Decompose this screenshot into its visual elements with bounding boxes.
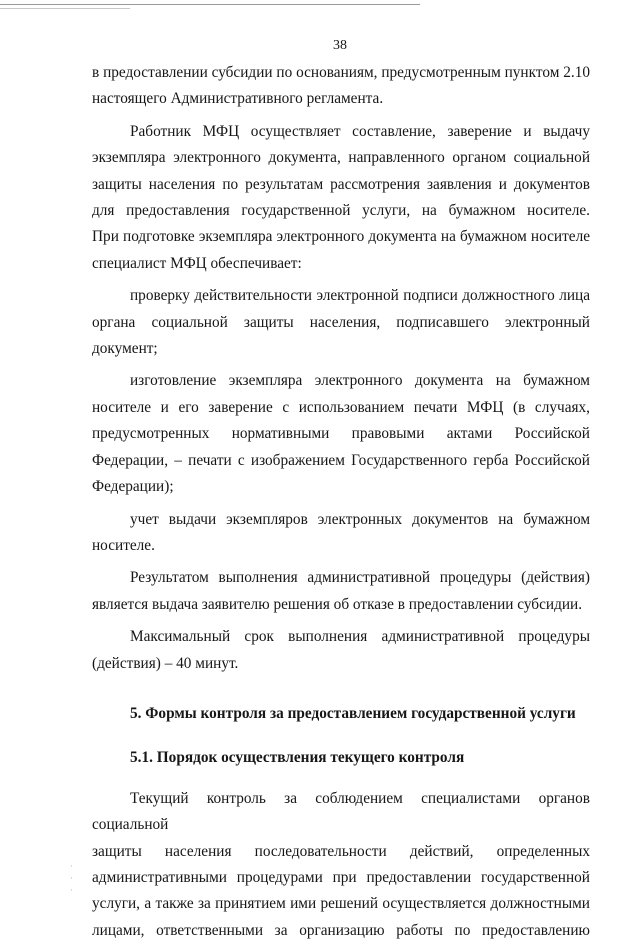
text-line: лицами, ответственными за организацию работы по предоставлению <box>92 921 590 939</box>
text-line: специалист МФЦ обеспечивает: <box>92 254 302 272</box>
paragraph <box>92 60 590 113</box>
text-line: проверку действительности электронной подписи должностного лица <box>130 287 590 305</box>
paragraph <box>92 368 590 500</box>
text-line: (действия) – 40 минут. <box>92 654 239 672</box>
text-line: защиты населения последовательности действий, определенных <box>92 842 590 860</box>
section-heading: 5. Формы контроля за предоставлением государственной услуги <box>130 704 576 722</box>
text-line: носителе. <box>92 536 155 554</box>
paragraph <box>92 624 590 677</box>
text-line: носителе и его заверение с использованием печати МФЦ (в случаях, <box>92 398 590 416</box>
text-line: в предоставлении субсидии по основаниям, предусмотренным пунктом 2.10 <box>92 64 590 81</box>
subsection-heading: 5.1. Порядок осуществления текущего контроля <box>130 749 465 767</box>
text-line: учет выдачи экземпляров электронных документов на бумажном <box>130 510 590 528</box>
paragraph <box>92 119 590 277</box>
text-line: экземпляра электронного документа, направленного органом социальной <box>92 149 590 167</box>
text-line: органа социальной защиты населения, подписавшего электронный документ; <box>92 313 590 358</box>
text-line: для предоставления государственной услуги, на бумажном носителе. <box>92 202 590 220</box>
document-text <box>92 60 590 944</box>
text-line: услуги, а также за принятием ими решений осуществляется должностными <box>92 895 590 913</box>
text-line: предусмотренных нормативными правовыми актами Российской <box>92 425 590 443</box>
paragraph <box>92 283 590 362</box>
page-number: 38 <box>333 38 347 53</box>
text-line: Федерации, – печати с изображением Государственного герба Российской <box>92 451 590 469</box>
text-line: изготовление экземпляра электронного документа на бумажном <box>130 372 590 390</box>
paragraph <box>92 786 590 944</box>
text-line: Максимальный срок выполнения административной процедуры <box>130 628 590 646</box>
scan-artifact-line <box>0 4 420 5</box>
paragraph <box>92 507 590 560</box>
scan-artifact-line <box>0 8 130 9</box>
text-line: Федерации); <box>92 478 174 496</box>
scan-speckle: · · · <box>70 861 73 895</box>
text-line: Работник МФЦ осуществляет составление, заверение и выдачу <box>130 122 590 140</box>
text-line: При подготовке экземпляра электронного документа на бумажном носителе <box>92 228 590 246</box>
text-line: административными процедурами при предоставлении государственной <box>92 868 590 886</box>
text-line: Результатом выполнения административной процедуры (действия) <box>130 569 590 587</box>
text-line: настоящего Административного регламента. <box>92 90 384 108</box>
text-line: является выдача заявителю решения об отказе в предоставлении субсидии. <box>92 595 583 613</box>
text-line: Текущий контроль за соблюдением специалистами органов социальной <box>92 789 590 834</box>
paragraph <box>92 565 590 618</box>
text-line: защиты населения по результатам рассмотрения заявления и документов <box>92 175 590 193</box>
